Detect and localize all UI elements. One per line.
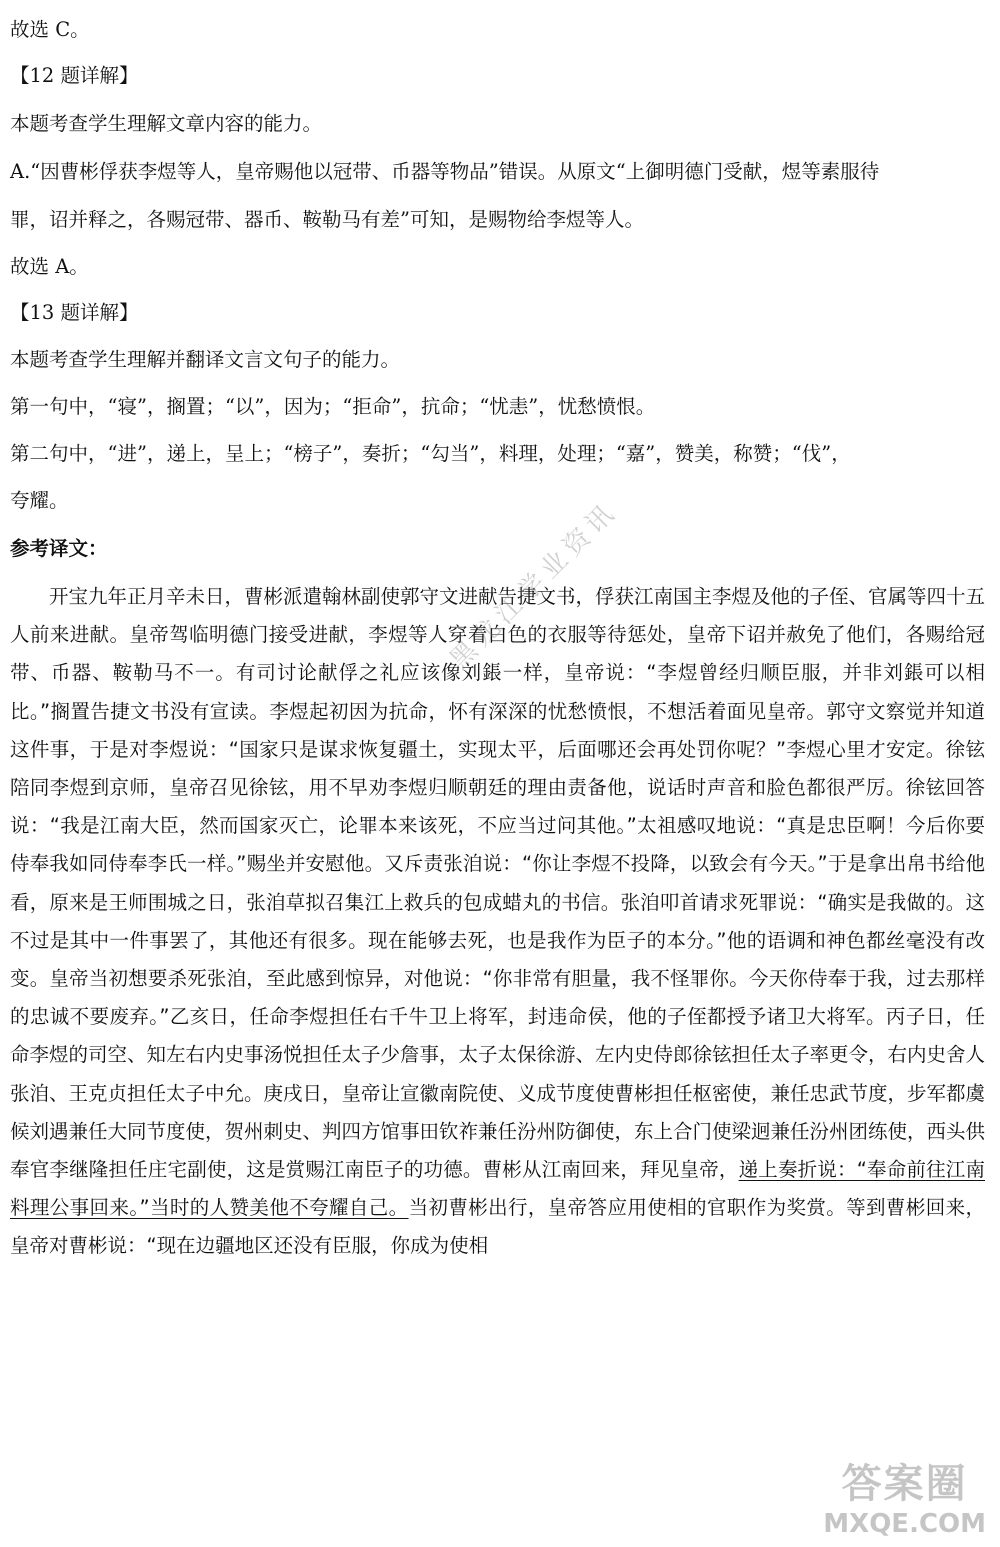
logo-url: MXQE.COM <box>823 1509 986 1539</box>
q13-intro: 本题考查学生理解并翻译文言文句子的能力。 <box>10 348 401 371</box>
watermark-text: 黑龙江学业资讯 <box>444 495 624 676</box>
q13-sentence-1: 第一句中，“寝”，搁置；“以”，因为；“拒命”，抗命；“忧恚”，忧愁愤恨。 <box>10 395 656 418</box>
answer-line-c: 故选 C。 <box>10 18 90 41</box>
logo-title: 答案圈 <box>841 1461 968 1507</box>
q12-analysis-1: A.“因曹彬俘获李煜等人，皇帝赐他以冠带、币器等物品”错误。从原文“上御明德门受献，煜等素服待 <box>10 160 880 183</box>
site-logo <box>823 1452 986 1539</box>
reference-translation-heading: 参考译文： <box>10 537 108 560</box>
heading-q12: 【12 题详解】 <box>10 64 139 87</box>
answer-line-a: 故选 A。 <box>10 255 89 278</box>
reference-translation-body <box>10 578 985 1266</box>
translation-underlined-sentence: 递上奏折说：“奉命前往江南料理公事回来。”当时的人赞美他不夸耀自己。 <box>10 1158 985 1220</box>
q12-intro: 本题考查学生理解文章内容的能力。 <box>10 112 323 135</box>
q12-analysis-2: 罪，诏并释之，各赐冠带、器币、鞍勒马有差”可知，是赐物给李煜等人。 <box>10 208 644 231</box>
heading-q13: 【13 题详解】 <box>10 301 139 324</box>
q13-sentence-2: 第二句中，“进”，递上，呈上；“榜子”，奏折；“勾当”，料理，处理；“嘉”，赞美，称赞；“伐”， <box>10 442 851 465</box>
q13-sentence-2-cont: 夸耀。 <box>10 489 69 512</box>
translation-part-2: 当初曹彬出行，皇帝答应用使相的官职作为奖赏。等到曹彬回来，皇帝对曹彬说：“现在边疆地区还没有臣服，你成为使相 <box>10 1196 985 1258</box>
translation-part-1: 开宝九年正月辛未日，曹彬派遣翰林副使郭守文进献告捷文书，俘获江南国主李煜及他的子侄、官属等四十五人前来进献。皇帝驾临明德门接受进献，李煜等人穿着白色的衣服等待惩处，皇帝下诏并赦免了他们，各赐给冠带、币器、鞍勒马不一。有司讨论献俘之礼应该像刘鋹一样，皇帝说：“李煜曾经归顺臣服，并非刘鋹可以相比。”搁置告捷文书没有宣读。李煜起初因为抗命，怀有深深的忧愁愤恨，不想活着面见皇帝。郭守文察觉并知道这件事，于是对李煜说：“国家只是谋求恢复疆土，实现太平，后面哪还会再处罚你呢？”李煜心里才安定。徐铉陪同李煜到京师，皇帝召见徐铉，用不早劝李煜归顺朝廷的理由责备他，说话时声音和脸色都很严厉。徐铉回答说：“我是江南大臣，然而国家灭亡，论罪本来该死，不应当过问其他。”太祖感叹地说：“真是忠臣啊！今后你要侍奉我如同侍奉李氏一样。”赐坐并安慰他。又斥责张洎说：“你让李煜不投降，以致会有今天。”于是拿出帛书给他看，原来是王师围城之日，张洎草拟召集江上救兵的包成蜡丸的书信。张洎叩首请求死罪说：“确实是我做的。这不过是其中一件事罢了，其他还有很多。现在能够去死，也是我作为臣子的本分。”他的语调和神色都丝毫没有改变。皇帝当初想要杀死张洎，至此感到惊异，对他说：“你非常有胆量，我不怪罪你。今天你侍奉于我，过去那样的忠诚不要废弃。”乙亥日，任命李煜担任右千牛卫上将军，封违命侯，他的子侄都授予诸卫大将军。丙子日，任命李煜的司空、知左右内史事汤悦担任太子少詹事，太子太保徐游、左内史侍郎徐铉担任太子率更令，右内史舍人张洎、王克贞担任太子中允。庚戌日，皇帝让宣徽南院使、义成节度使曹彬担任枢密使，兼任忠武节度，步军都虞候刘遇兼任大同节度使，贺州刺史、判四方馆事田钦祚兼任汾州防御使，东上合门使梁迥兼任汾州团练使，西头供奉官李继隆担任庄宅副使，这是赏赐江南臣子的功德。曹彬从江南回来，拜见皇帝， <box>10 585 986 1182</box>
